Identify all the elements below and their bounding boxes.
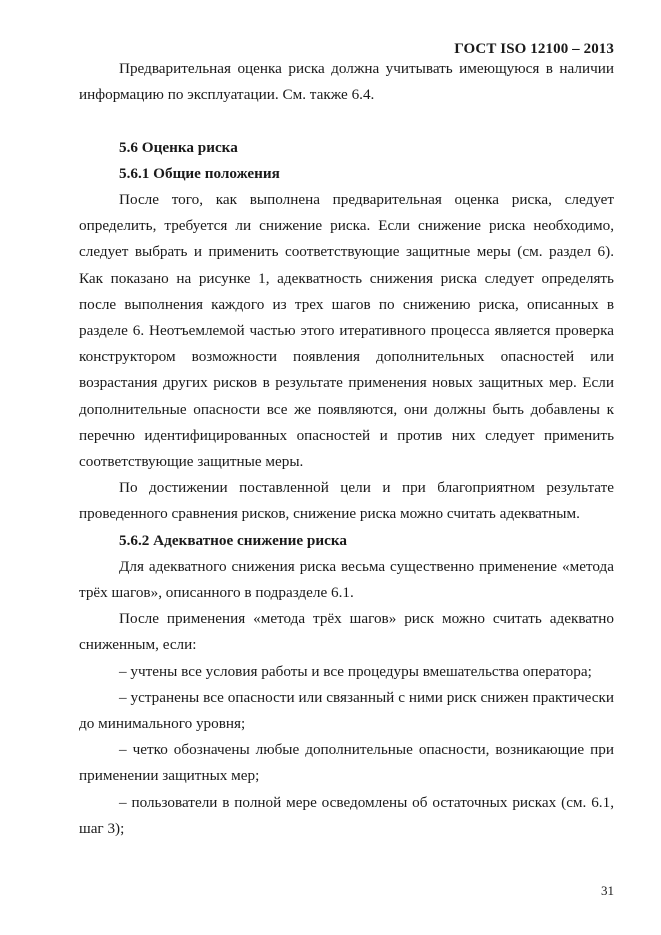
general-paragraph-1: После того, как выполнена предварительная оценка риска, следует определить, требуется ли снижение риска. Если снижение риска необходимо, следует выбрать и применить соответствующие защитные меры (см. раздел 6). Как показано на рисунке 1, адекватность снижения риска следует определять после выполнения каждого из трех шагов по снижению риска, описанных в разделе 6. Неотъемлемой частью этого итеративного процесса является проверка конструктором возможности появления дополнительных опасностей или возрастания других рисков в результате применения новых защитных мер. Если дополнительные опасности все же появляются, они должны быть добавлены к перечню идентифицированных опасностей и против них следует применить соответствующие защитные меры.: [79, 191, 614, 471]
document-body: [79, 56, 614, 842]
standard-header: ГОСТ ISO 12100 – 2013: [454, 41, 614, 57]
subsection-heading-general: 5.6.1 Общие положения: [119, 164, 280, 182]
general-paragraph-2: По достижении поставленной цели и при благоприятном результате проведенного сравнения рисков, снижение риска можно считать адекватным.: [79, 479, 614, 523]
adequate-paragraph-2: После применения «метода трёх шагов» риск можно считать адекватно сниженным, если:: [79, 610, 614, 654]
section-heading: 5.6 Оценка риска: [119, 138, 238, 156]
page-number: 31: [601, 883, 614, 898]
adequate-paragraph-1: Для адекватного снижения риска весьма существенно применение «метода трёх шагов», описанного в подразделе 6.1.: [79, 557, 614, 602]
subsection-heading-adequate: 5.6.2 Адекватное снижение риска: [119, 531, 347, 549]
list-item: – четко обозначены любые дополнительные опасности, возникающие при применении защитных мер;: [79, 741, 614, 785]
list-item: – учтены все условия работы и все процедуры вмешательства оператора;: [119, 662, 592, 680]
intro-paragraph: Предварительная оценка риска должна учитывать имеющуюся в наличии информацию по эксплуатации. См. также 6.4.: [79, 60, 614, 104]
list-item: – устранены все опасности или связанный с ними риск снижен практически до минимального уровня;: [79, 688, 614, 733]
spacer: [79, 108, 614, 134]
list-item: – пользователи в полной мере осведомлены об остаточных рисках (см. 6.1, шаг 3);: [79, 793, 614, 837]
